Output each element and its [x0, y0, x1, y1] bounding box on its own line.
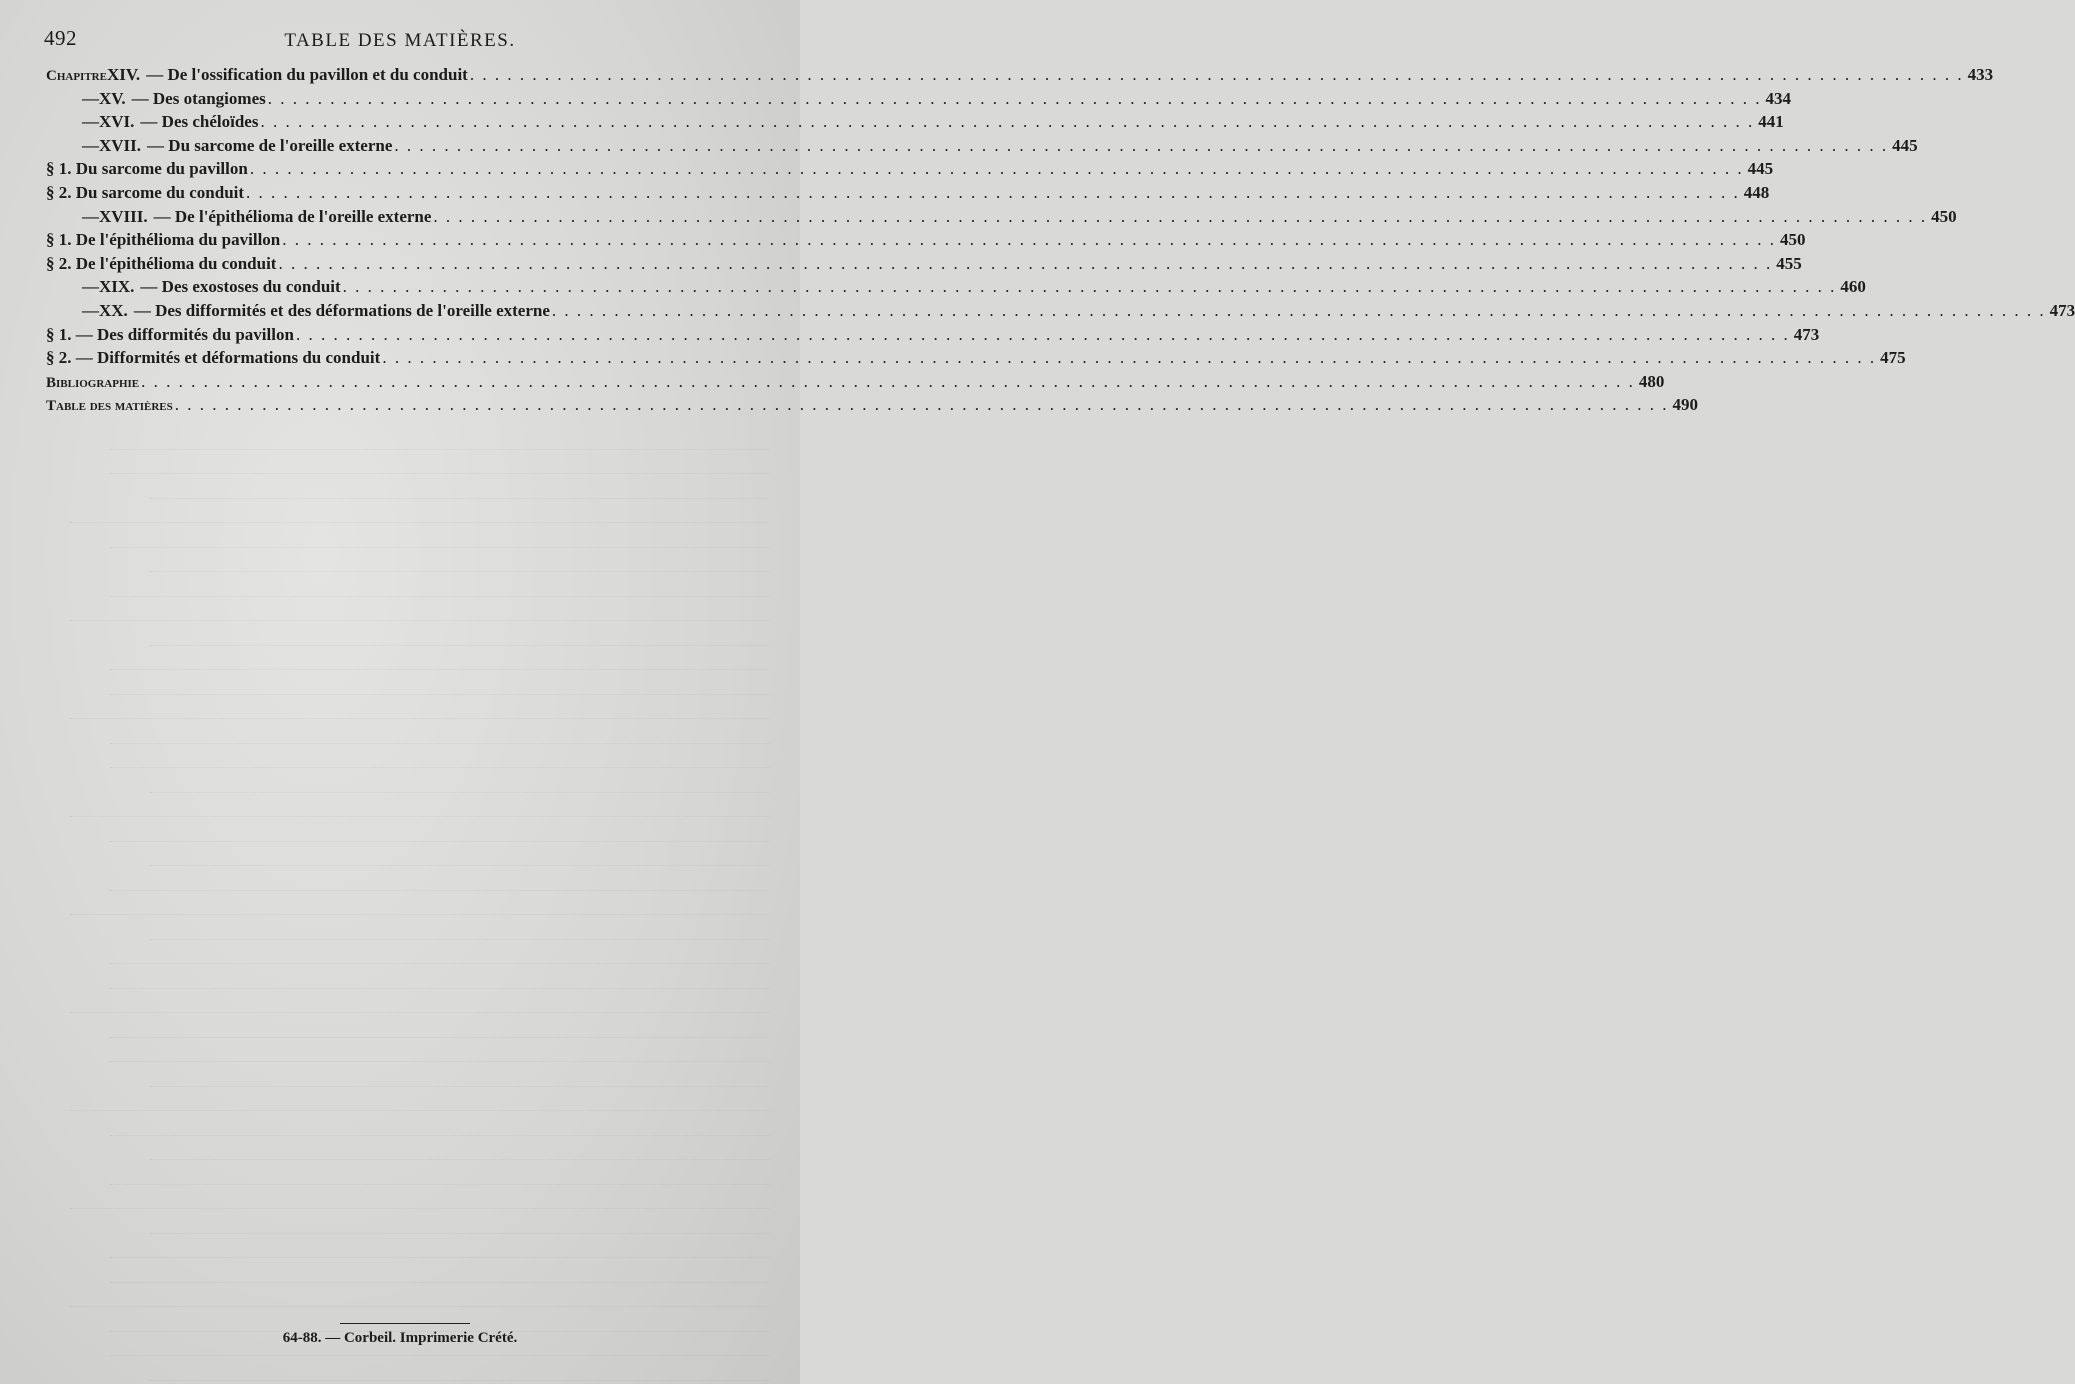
entry-page-number: 448 — [1743, 182, 1770, 202]
dot-leader: . . . . . . . . . . . . . . . . . . . . . . . . . . . . . . . . . . . . . . . . . . . . . . . . . . . . . . . . . . . . . . . . . . . . . . . . . . . . . . . . . . . . . . . . . . . . . . . . . . . . . . . . . . . . . . . . . . . . . . . . — [174, 395, 1669, 415]
entry-page-number: 433 — [1967, 65, 1994, 84]
entry-page-number: 445 — [1892, 135, 1918, 155]
dot-leader: . . . . . . . . . . . . . . . . . . . . . . . . . . . . . . . . . . . . . . . . . . . . . . . . . . . . . . . . . . . . . . . . . . . . . . . . . . . . . . . . . . . . . . . . . . . . . . . . . . . . . . . . . . . . . . . . . . . . . . . . — [394, 135, 1889, 155]
dot-leader: . . . . . . . . . . . . . . . . . . . . . . . . . . . . . . . . . . . . . . . . . . . . . . . . . . . . . . . . . . . . . . . . . . . . . . . . . . . . . . . . . . . . . . . . . . . . . . . . . . . . . . . . . . . . . . . . . . . . . . . . — [469, 65, 1964, 84]
dot-leader: . . . . . . . . . . . . . . . . . . . . . . . . . . . . . . . . . . . . . . . . . . . . . . . . . . . . . . . . . . . . . . . . . . . . . . . . . . . . . . . . . . . . . . . . . . . . . . . . . . . . . . . . . . . . . . . . . . . . . . . . — [141, 371, 1635, 391]
entry-title: — Des chéloïdes — [140, 112, 259, 132]
chapter-label: — — [82, 88, 99, 108]
chapter-number: XV. — [99, 88, 126, 108]
toc-entry — [46, 324, 1820, 349]
entry-page-number: 473 — [2049, 300, 2075, 320]
chapter-number: XVIII. — [99, 206, 148, 226]
entry-page-number: 490 — [1672, 395, 1698, 415]
chapter-label: — — [82, 112, 99, 132]
chapter-label: — — [82, 206, 99, 226]
page-title: TABLE DES MATIÈRES. — [284, 30, 516, 51]
chapter-label: — — [82, 300, 99, 320]
chapter-number: XVII. — [99, 135, 142, 155]
entry-title: — De l'épithélioma de l'oreille externe — [153, 206, 432, 226]
dot-leader: . . . . . . . . . . . . . . . . . . . . . . . . . . . . . . . . . . . . . . . . . . . . . . . . . . . . . . . . . . . . . . . . . . . . . . . . . . . . . . . . . . . . . . . . . . . . . . . . . . . . . . . . . . . . . . . . . . . . . . . . — [267, 88, 1762, 108]
entry-page-number: 434 — [1765, 88, 1791, 108]
entry-title: — Du sarcome de l'oreille externe — [147, 135, 393, 155]
dot-leader: . . . . . . . . . . . . . . . . . . . . . . . . . . . . . . . . . . . . . . . . . . . . . . . . . . . . . . . . . . . . . . . . . . . . . . . . . . . . . . . . . . . . . . . . . . . . . . . . . . . . . . . . . . . . . . . . . . . . . . . . — [551, 300, 2046, 320]
entry-page-number: 445 — [1747, 159, 1774, 179]
entry-title: § 2. — Difformités et déformations du conduit — [46, 348, 381, 368]
toc-entry — [46, 206, 1957, 231]
chapter-number: XIV. — [106, 65, 141, 84]
entry-page-number: 450 — [1931, 206, 1957, 226]
toc-entry — [46, 300, 2075, 325]
toc-entry — [46, 277, 1866, 301]
toc-entry — [46, 348, 1906, 372]
entry-title: — Des difformités et des déformations de l'oreille externe — [133, 300, 550, 320]
chapter-label: — — [82, 277, 99, 297]
toc-entry — [46, 159, 1774, 183]
dot-leader: . . . . . . . . . . . . . . . . . . . . . . . . . . . . . . . . . . . . . . . . . . . . . . . . . . . . . . . . . . . . . . . . . . . . . . . . . . . . . . . . . . . . . . . . . . . . . . . . . . . . . . . . . . . . . . . . . . . . . . . . — [342, 277, 1837, 297]
entry-title: § 1. Du sarcome du pavillon — [46, 159, 248, 179]
chapter-label: — — [82, 135, 99, 155]
toc-entry — [46, 88, 1791, 113]
entry-title: § 1. De l'épithélioma du pavillon — [46, 230, 281, 250]
dot-leader: . . . . . . . . . . . . . . . . . . . . . . . . . . . . . . . . . . . . . . . . . . . . . . . . . . . . . . . . . . . . . . . . . . . . . . . . . . . . . . . . . . . . . . . . . . . . . . . . . . . . . . . . . . . . . . . . . . . . . . . . — [260, 112, 1755, 132]
entry-page-number: 480 — [1638, 371, 1665, 391]
toc-entry — [46, 230, 1806, 254]
toc-entry — [46, 112, 1784, 136]
entry-title: § 2. De l'épithélioma du conduit — [46, 253, 277, 273]
entry-title: — Des otangiomes — [131, 88, 266, 108]
dot-leader: . . . . . . . . . . . . . . . . . . . . . . . . . . . . . . . . . . . . . . . . . . . . . . . . . . . . . . . . . . . . . . . . . . . . . . . . . . . . . . . . . . . . . . . . . . . . . . . . . . . . . . . . . . . . . . . . . . . . . . . . — [246, 182, 1740, 202]
toc-entry — [46, 371, 1665, 396]
entry-title: § 1. — Des difformités du pavillon — [46, 324, 294, 344]
entry-page-number: 455 — [1776, 253, 1802, 273]
toc-entry — [46, 182, 1770, 207]
entry-title: — De l'ossification du pavillon et du conduit — [146, 65, 468, 84]
entry-title: — Des exostoses du conduit — [140, 277, 341, 297]
dot-leader: . . . . . . . . . . . . . . . . . . . . . . . . . . . . . . . . . . . . . . . . . . . . . . . . . . . . . . . . . . . . . . . . . . . . . . . . . . . . . . . . . . . . . . . . . . . . . . . . . . . . . . . . . . . . . . . . . . . . . . . . — [278, 253, 1773, 273]
page-number: 492 — [44, 26, 77, 50]
entry-title: Table des matières — [46, 398, 173, 415]
entry-title: Bibliographie — [46, 374, 140, 391]
toc-entry — [46, 135, 1918, 160]
footer-rule — [340, 1323, 470, 1324]
entry-title: § 2. Du sarcome du conduit — [46, 182, 245, 202]
entry-page-number: 450 — [1780, 230, 1806, 250]
toc-entry — [46, 65, 1994, 89]
chapter-number: XIX. — [99, 277, 135, 297]
toc-entry — [46, 395, 1698, 419]
table-of-contents — [46, 65, 2075, 419]
chapter-number: XX. — [99, 300, 128, 320]
bleed-through-texture — [30, 425, 770, 1365]
dot-leader: . . . . . . . . . . . . . . . . . . . . . . . . . . . . . . . . . . . . . . . . . . . . . . . . . . . . . . . . . . . . . . . . . . . . . . . . . . . . . . . . . . . . . . . . . . . . . . . . . . . . . . . . . . . . . . . . . . . . . . . . — [282, 230, 1776, 250]
printer-footer: 64-88. — Corbeil. Imprimerie Crété. — [282, 1330, 518, 1346]
entry-page-number: 473 — [1793, 324, 1820, 344]
dot-leader: . . . . . . . . . . . . . . . . . . . . . . . . . . . . . . . . . . . . . . . . . . . . . . . . . . . . . . . . . . . . . . . . . . . . . . . . . . . . . . . . . . . . . . . . . . . . . . . . . . . . . . . . . . . . . . . . . . . . . . . . — [433, 206, 1928, 226]
entry-page-number: 460 — [1840, 277, 1866, 297]
entry-page-number: 441 — [1758, 112, 1784, 132]
toc-entry — [46, 253, 1802, 278]
entry-page-number: 475 — [1880, 348, 1906, 368]
dot-leader: . . . . . . . . . . . . . . . . . . . . . . . . . . . . . . . . . . . . . . . . . . . . . . . . . . . . . . . . . . . . . . . . . . . . . . . . . . . . . . . . . . . . . . . . . . . . . . . . . . . . . . . . . . . . . . . . . . . . . . . . — [295, 324, 1790, 344]
dot-leader: . . . . . . . . . . . . . . . . . . . . . . . . . . . . . . . . . . . . . . . . . . . . . . . . . . . . . . . . . . . . . . . . . . . . . . . . . . . . . . . . . . . . . . . . . . . . . . . . . . . . . . . . . . . . . . . . . . . . . . . . — [249, 159, 1744, 179]
chapter-number: XVI. — [99, 112, 135, 132]
chapter-label: Chapitre — [46, 68, 107, 84]
dot-leader: . . . . . . . . . . . . . . . . . . . . . . . . . . . . . . . . . . . . . . . . . . . . . . . . . . . . . . . . . . . . . . . . . . . . . . . . . . . . . . . . . . . . . . . . . . . . . . . . . . . . . . . . . . . . . . . . . . . . . . . . — [382, 348, 1877, 368]
